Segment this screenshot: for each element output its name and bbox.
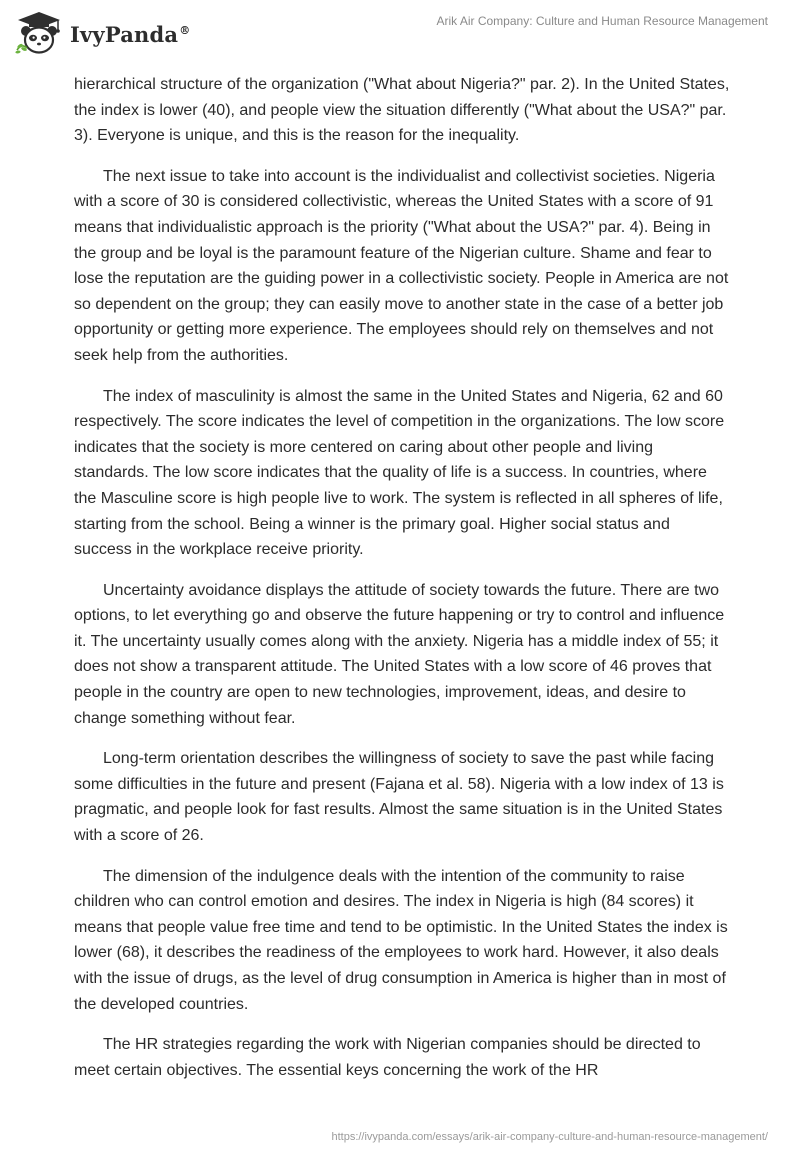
paragraph-continuation: hierarchical structure of the organization ("What about Nigeria?" par. 2). In the United States, the index is lower (40), and people view the situation differently ("What about the USA?" par. 3). Everyone is unique, and this is the reason for the inequality. xyxy=(74,76,730,145)
essay-body xyxy=(74,72,730,1098)
page-header xyxy=(0,0,800,62)
paragraph-indulgence: The dimension of the indulgence deals with the intention of the community to raise children who can control emotion and desires. The index in Nigeria is high (84 scores) it means that people value free time and tend to be optimistic. In the United States the index is lower (68), it describes the readiness of the employees to work hard. However, it also deals with the issue of drugs, as the level of drug consumption in America is higher than in most of the developed countries. xyxy=(74,867,728,1013)
source-url-link[interactable]: https://ivypanda.com/essays/arik-air-company-culture-and-human-resource-management/ xyxy=(331,1131,768,1143)
registered-mark: ® xyxy=(179,23,191,37)
paragraph-individualism: The next issue to take into account is the individualist and collectivist societies. Nigeria with a score of 30 is considered collectivistic, whereas the United States with a score of 91 means that individualistic approach is the priority ("What about the USA?" par. 4). Being in the group and be loyal is the paramount feature of the Nigerian culture. Shame and fear to lose the reputation are the guiding power in a collectivistic society. People in America are not so dependent on the group; they can easily move to another state in the case of a better job opportunity or getting more experience. The employees should rely on themselves and not seek help from the authorities. xyxy=(74,167,729,364)
paragraph-masculinity: The index of masculinity is almost the same in the United States and Nigeria, 62 and 60 respectively. The score indicates the level of competition in the organizations. The low score indicates that the society is more centered on caring about other people and living standards. The low score indicates that the quality of life is a success. In countries, where the Masculine score is high people live to work. The system is reflected in all spheres of life, starting from the school. Being a winner is the primary goal. Higher social status and success in the workplace receive priority. xyxy=(74,387,725,559)
ivypanda-logo[interactable] xyxy=(14,10,190,56)
document-title: Arik Air Company: Culture and Human Resource Management xyxy=(436,14,768,28)
panda-graduate-icon xyxy=(14,10,64,56)
logo-wordmark: IvyPanda® xyxy=(70,21,191,47)
paragraph-uncertainty-avoidance: Uncertainty avoidance displays the attitude of society towards the future. There are two options, to let everything go and observe the future happening or try to control and influence it. The uncertainty usually comes along with the anxiety. Nigeria has a middle index of 55; it does not show a transparent attitude. The United States with a low score of 46 proves that people in the country are open to new technologies, improvement, ideas, and desire to change something without fear. xyxy=(74,581,725,727)
paragraph-hr-strategies: The HR strategies regarding the work with Nigerian companies should be directed to meet certain objectives. The essential keys concerning the work of the HR xyxy=(74,1036,701,1079)
paragraph-long-term-orientation: Long-term orientation describes the willingness of society to save the past while facing some difficulties in the future and present (Fajana et al. 58). Nigeria with a low index of 13 is pragmatic, and people look for fast results. Almost the same situation is in the United States with a score of 26. xyxy=(74,750,724,845)
